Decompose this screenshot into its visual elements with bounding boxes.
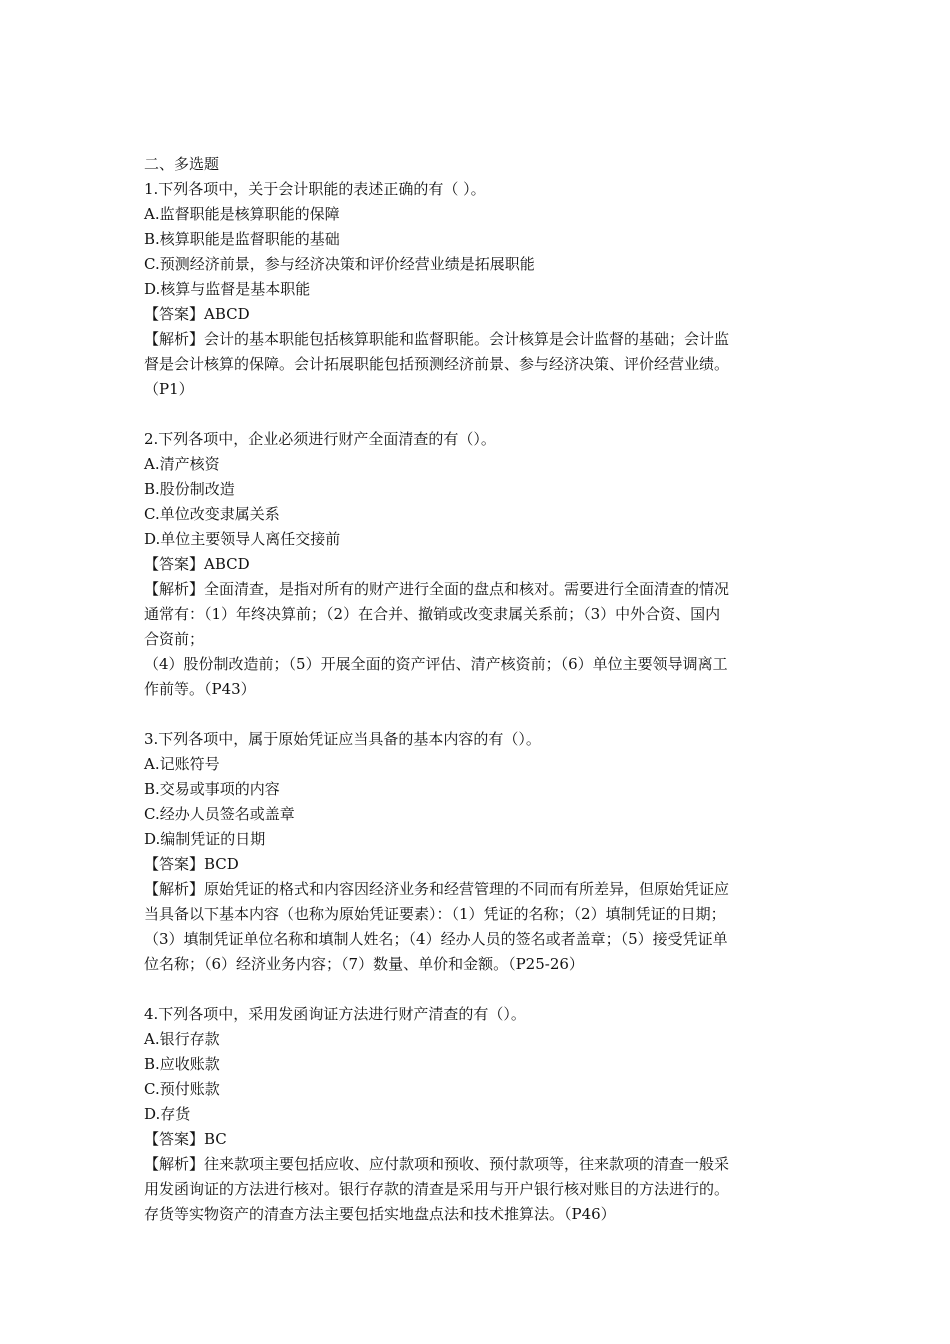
answer: 【答案】ABCD: [144, 305, 250, 323]
question-stem: 2.下列各项中，企业必须进行财产全面清查的有（）。: [144, 430, 496, 448]
spacer: [144, 977, 814, 1002]
analysis-line: 当具备以下基本内容（也称为原始凭证要素）：（1）凭证的名称；（2）填制凭证的日期；: [144, 905, 726, 923]
analysis-line: 【解析】往来款项主要包括应收、应付款项和预收、预付款项等，往来款项的清查一般采: [144, 1155, 730, 1173]
question-4: [144, 1002, 814, 1227]
option-d: D.编制凭证的日期: [144, 830, 266, 848]
section-title: 二、多选题: [144, 155, 220, 173]
spacer: [144, 402, 814, 427]
analysis-line: （4）股份制改造前；（5）开展全面的资产评估、清产核资前；（6）单位主要领导调离工: [144, 655, 728, 673]
option-b: B.交易或事项的内容: [144, 780, 280, 798]
analysis-line: 督是会计核算的保障。会计拓展职能包括预测经济前景、参与经济决策、评价经营业绩。: [144, 355, 730, 373]
analysis-line: 【解析】原始凭证的格式和内容因经济业务和经营管理的不同而有所差异，但原始凭证应: [144, 880, 730, 898]
question-stem: 3.下列各项中，属于原始凭证应当具备的基本内容的有（）。: [144, 730, 541, 748]
analysis-line: 用发函询证的方法进行核对。银行存款的清查是采用与开户银行核对账目的方法进行的。: [144, 1180, 730, 1198]
option-b: B.股份制改造: [144, 480, 235, 498]
answer: 【答案】ABCD: [144, 555, 250, 573]
option-a: A.监督职能是核算职能的保障: [144, 205, 340, 223]
option-a: A.清产核资: [144, 455, 220, 473]
analysis-line: （3）填制凭证单位名称和填制人姓名；（4）经办人员的签名或者盖章；（5）接受凭证单: [144, 930, 728, 948]
question-1: [144, 177, 814, 402]
question-3: [144, 727, 814, 977]
option-c: C.预付账款: [144, 1080, 220, 1098]
option-a: A.记账符号: [144, 755, 220, 773]
question-stem: 4.下列各项中，采用发函询证方法进行财产清查的有（）。: [144, 1005, 526, 1023]
analysis-line: 【解析】全面清查，是指对所有的财产进行全面的盘点和核对。需要进行全面清查的情况: [144, 580, 730, 598]
option-d: D.核算与监督是基本职能: [144, 280, 311, 298]
analysis-line: 通常有：（1）年终决算前；（2）在合并、撤销或改变隶属关系前；（3）中外合资、国内: [144, 605, 721, 623]
option-a: A.银行存款: [144, 1030, 220, 1048]
option-c: C.单位改变隶属关系: [144, 505, 280, 523]
analysis-line: 存货等实物资产的清查方法主要包括实地盘点法和技术推算法。（P46）: [144, 1205, 616, 1223]
spacer: [144, 702, 814, 727]
analysis-line: （P1）: [144, 380, 194, 398]
question-stem: 1.下列各项中，关于会计职能的表述正确的有（ ）。: [144, 180, 486, 198]
answer: 【答案】BC: [144, 1130, 227, 1148]
document-page: [144, 152, 814, 1227]
analysis-line: 【解析】会计的基本职能包括核算职能和监督职能。会计核算是会计监督的基础；会计监: [144, 330, 730, 348]
option-b: B.核算职能是监督职能的基础: [144, 230, 340, 248]
option-c: C.预测经济前景，参与经济决策和评价经营业绩是拓展职能: [144, 255, 535, 273]
analysis-line: 合资前；: [144, 630, 205, 648]
question-2: [144, 427, 814, 702]
analysis-line: 作前等。（P43）: [144, 680, 256, 698]
answer: 【答案】BCD: [144, 855, 239, 873]
option-c: C.经办人员签名或盖章: [144, 805, 295, 823]
analysis-line: 位名称；（6）经济业务内容；（7）数量、单价和金额。（P25-26）: [144, 955, 584, 973]
option-d: D.存货: [144, 1105, 191, 1123]
option-d: D.单位主要领导人离任交接前: [144, 530, 341, 548]
option-b: B.应收账款: [144, 1055, 220, 1073]
